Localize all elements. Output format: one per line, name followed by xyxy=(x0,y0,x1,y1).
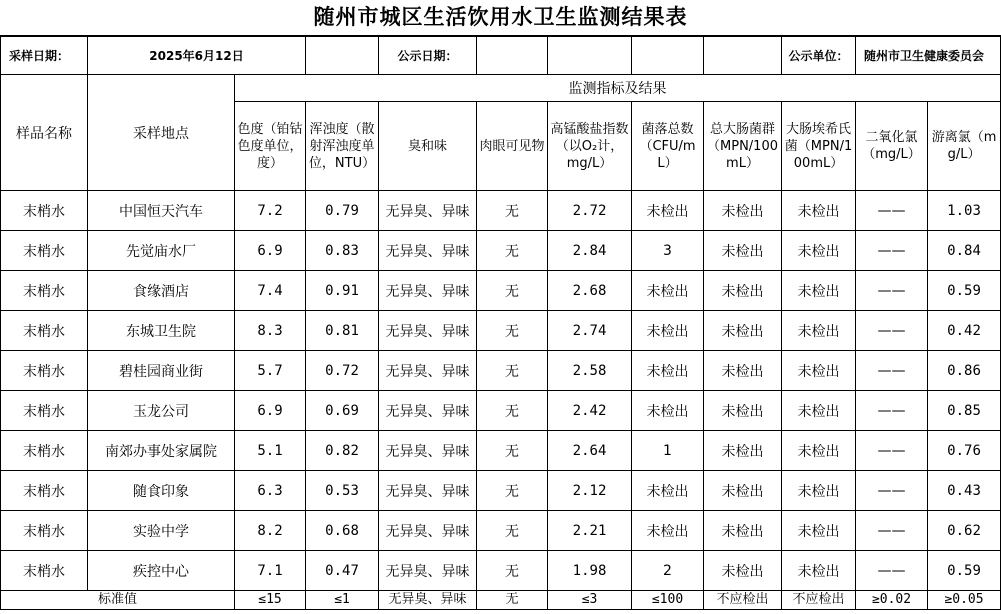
header-col-coliform: 总大肠菌群（MPN/100mL） xyxy=(704,102,782,191)
table-row xyxy=(1,431,1001,471)
cell-color: 7.1 xyxy=(235,551,306,591)
cell-location: 碧桂园商业街 xyxy=(88,351,235,391)
table-row xyxy=(1,231,1001,271)
cell-colony: 未检出 xyxy=(632,311,704,351)
standard-color: ≤15 xyxy=(235,591,306,610)
cell-visible: 无 xyxy=(477,191,548,231)
cell-colony: 未检出 xyxy=(632,471,704,511)
cell-color: 5.1 xyxy=(235,431,306,471)
cell-turbidity: 0.82 xyxy=(306,431,379,471)
header-indicator-group: 监测指标及结果 xyxy=(235,75,1001,102)
cell-clo2: —— xyxy=(856,271,928,311)
cell-color: 8.3 xyxy=(235,311,306,351)
cell-free-chlorine: 0.43 xyxy=(928,471,1001,511)
cell-turbidity: 0.47 xyxy=(306,551,379,591)
header-col-visible: 肉眼可见物 xyxy=(477,102,548,191)
cell-cod: 2.42 xyxy=(548,391,632,431)
standard-colony: ≤100 xyxy=(632,591,704,610)
standard-label: 标准值 xyxy=(1,591,235,610)
cell-odor: 无异臭、异味 xyxy=(379,351,477,391)
standard-visible: 无 xyxy=(477,591,548,610)
cell-location: 实验中学 xyxy=(88,511,235,551)
cell-coliform: 未检出 xyxy=(704,191,782,231)
cell-colony: 未检出 xyxy=(632,351,704,391)
cell-odor: 无异臭、异味 xyxy=(379,271,477,311)
cell-free-chlorine: 0.85 xyxy=(928,391,1001,431)
cell-colony: 1 xyxy=(632,431,704,471)
standard-coliform: 不应检出 xyxy=(704,591,782,610)
cell-ecoli: 未检出 xyxy=(782,271,856,311)
cell-odor: 无异臭、异味 xyxy=(379,431,477,471)
cell-colony: 未检出 xyxy=(632,191,704,231)
cell-sample-name: 末梢水 xyxy=(1,311,88,351)
publisher-label: 公示单位： xyxy=(782,37,856,75)
cell-ecoli: 未检出 xyxy=(782,191,856,231)
cell-location: 随食印象 xyxy=(88,471,235,511)
publish-date-label: 公示日期： xyxy=(379,37,477,75)
cell-color: 7.4 xyxy=(235,271,306,311)
cell-coliform: 未检出 xyxy=(704,511,782,551)
header-col-cod: 高锰酸盐指数（以O₂计，mg/L） xyxy=(548,102,632,191)
standard-clo2: ≥0.02 xyxy=(856,591,928,610)
standard-odor: 无异臭、异味 xyxy=(379,591,477,610)
cell-coliform: 未检出 xyxy=(704,391,782,431)
cell-colony: 3 xyxy=(632,231,704,271)
header-col-clo2: 二氧化氯（mg/L） xyxy=(856,102,928,191)
cell-sample-name: 末梢水 xyxy=(1,351,88,391)
cell-sample-name: 末梢水 xyxy=(1,391,88,431)
cell-color: 8.2 xyxy=(235,511,306,551)
cell-ecoli: 未检出 xyxy=(782,511,856,551)
sample-date-label: 采样日期： xyxy=(1,37,88,75)
info-blank xyxy=(548,37,632,75)
cell-location: 中国恒天汽车 xyxy=(88,191,235,231)
cell-free-chlorine: 0.76 xyxy=(928,431,1001,471)
cell-color: 5.7 xyxy=(235,351,306,391)
cell-location: 东城卫生院 xyxy=(88,311,235,351)
cell-visible: 无 xyxy=(477,391,548,431)
cell-location: 先觉庙水厂 xyxy=(88,231,235,271)
table-row xyxy=(1,471,1001,511)
standard-free-chlorine: ≥0.05 xyxy=(928,591,1001,610)
info-row xyxy=(1,37,1001,75)
table-row xyxy=(1,351,1001,391)
cell-sample-name: 末梢水 xyxy=(1,271,88,311)
cell-cod: 2.74 xyxy=(548,311,632,351)
cell-color: 6.3 xyxy=(235,471,306,511)
cell-coliform: 未检出 xyxy=(704,271,782,311)
cell-clo2: —— xyxy=(856,511,928,551)
cell-coliform: 未检出 xyxy=(704,311,782,351)
cell-clo2: —— xyxy=(856,391,928,431)
standard-cod: ≤3 xyxy=(548,591,632,610)
cell-turbidity: 0.53 xyxy=(306,471,379,511)
cell-clo2: —— xyxy=(856,351,928,391)
cell-odor: 无异臭、异味 xyxy=(379,391,477,431)
info-blank xyxy=(704,37,782,75)
table-row xyxy=(1,391,1001,431)
cell-cod: 2.58 xyxy=(548,351,632,391)
cell-ecoli: 未检出 xyxy=(782,351,856,391)
cell-sample-name: 末梢水 xyxy=(1,471,88,511)
cell-colony: 未检出 xyxy=(632,511,704,551)
info-blank xyxy=(632,37,704,75)
cell-odor: 无异臭、异味 xyxy=(379,511,477,551)
header-col-ecoli: 大肠埃希氏菌（MPN/100mL） xyxy=(782,102,856,191)
table-row xyxy=(1,311,1001,351)
cell-clo2: —— xyxy=(856,431,928,471)
cell-coliform: 未检出 xyxy=(704,471,782,511)
cell-ecoli: 未检出 xyxy=(782,231,856,271)
cell-coliform: 未检出 xyxy=(704,351,782,391)
cell-sample-name: 末梢水 xyxy=(1,431,88,471)
standard-ecoli: 不应检出 xyxy=(782,591,856,610)
cell-turbidity: 0.79 xyxy=(306,191,379,231)
table-row xyxy=(1,271,1001,311)
cell-ecoli: 未检出 xyxy=(782,391,856,431)
cell-location: 食缘酒店 xyxy=(88,271,235,311)
cell-visible: 无 xyxy=(477,351,548,391)
cell-visible: 无 xyxy=(477,511,548,551)
cell-color: 7.2 xyxy=(235,191,306,231)
results-table xyxy=(0,36,1001,610)
sample-date-value: 2025年6月12日 xyxy=(88,37,306,75)
cell-cod: 2.64 xyxy=(548,431,632,471)
header-sample-name: 样品名称 xyxy=(1,75,88,191)
cell-sample-name: 末梢水 xyxy=(1,511,88,551)
cell-free-chlorine: 0.42 xyxy=(928,311,1001,351)
cell-visible: 无 xyxy=(477,311,548,351)
cell-odor: 无异臭、异味 xyxy=(379,231,477,271)
cell-free-chlorine: 0.86 xyxy=(928,351,1001,391)
cell-clo2: —— xyxy=(856,311,928,351)
header-col-free-chlorine: 游离氯（mg/L） xyxy=(928,102,1001,191)
cell-cod: 2.12 xyxy=(548,471,632,511)
cell-ecoli: 未检出 xyxy=(782,471,856,511)
cell-sample-name: 末梢水 xyxy=(1,551,88,591)
cell-free-chlorine: 0.59 xyxy=(928,271,1001,311)
cell-clo2: —— xyxy=(856,551,928,591)
cell-location: 南郊办事处家属院 xyxy=(88,431,235,471)
cell-cod: 2.68 xyxy=(548,271,632,311)
cell-turbidity: 0.91 xyxy=(306,271,379,311)
cell-colony: 未检出 xyxy=(632,391,704,431)
cell-clo2: —— xyxy=(856,231,928,271)
cell-colony: 未检出 xyxy=(632,271,704,311)
data-rows xyxy=(1,191,1001,591)
cell-visible: 无 xyxy=(477,551,548,591)
cell-free-chlorine: 0.84 xyxy=(928,231,1001,271)
header-col-odor: 臭和味 xyxy=(379,102,477,191)
cell-odor: 无异臭、异味 xyxy=(379,311,477,351)
header-col-colony: 菌落总数（CFU/mL） xyxy=(632,102,704,191)
cell-odor: 无异臭、异味 xyxy=(379,191,477,231)
cell-free-chlorine: 1.03 xyxy=(928,191,1001,231)
standard-row xyxy=(1,591,1001,610)
cell-visible: 无 xyxy=(477,271,548,311)
cell-colony: 2 xyxy=(632,551,704,591)
cell-cod: 2.21 xyxy=(548,511,632,551)
cell-color: 6.9 xyxy=(235,391,306,431)
cell-clo2: —— xyxy=(856,191,928,231)
cell-turbidity: 0.68 xyxy=(306,511,379,551)
cell-clo2: —— xyxy=(856,471,928,511)
cell-turbidity: 0.72 xyxy=(306,351,379,391)
cell-odor: 无异臭、异味 xyxy=(379,471,477,511)
cell-sample-name: 末梢水 xyxy=(1,231,88,271)
cell-turbidity: 0.81 xyxy=(306,311,379,351)
cell-free-chlorine: 0.62 xyxy=(928,511,1001,551)
info-blank xyxy=(306,37,379,75)
cell-visible: 无 xyxy=(477,471,548,511)
table-row xyxy=(1,191,1001,231)
header-row-group xyxy=(1,75,1001,102)
cell-coliform: 未检出 xyxy=(704,231,782,271)
cell-turbidity: 0.83 xyxy=(306,231,379,271)
cell-visible: 无 xyxy=(477,231,548,271)
table-row xyxy=(1,551,1001,591)
report-title: 随州市城区生活饮用水卫生监测结果表 xyxy=(0,0,1001,36)
publish-date-value xyxy=(477,37,548,75)
cell-location: 疾控中心 xyxy=(88,551,235,591)
cell-ecoli: 未检出 xyxy=(782,311,856,351)
cell-color: 6.9 xyxy=(235,231,306,271)
cell-cod: 2.72 xyxy=(548,191,632,231)
cell-sample-name: 末梢水 xyxy=(1,191,88,231)
cell-cod: 2.84 xyxy=(548,231,632,271)
cell-visible: 无 xyxy=(477,431,548,471)
publisher-value: 随州市卫生健康委员会 xyxy=(856,37,1001,75)
header-location: 采样地点 xyxy=(88,75,235,191)
table-row xyxy=(1,511,1001,551)
cell-coliform: 未检出 xyxy=(704,431,782,471)
cell-coliform: 未检出 xyxy=(704,551,782,591)
cell-ecoli: 未检出 xyxy=(782,551,856,591)
cell-ecoli: 未检出 xyxy=(782,431,856,471)
header-col-color: 色度（铂钴色度单位，度） xyxy=(235,102,306,191)
cell-free-chlorine: 0.59 xyxy=(928,551,1001,591)
standard-turbidity: ≤1 xyxy=(306,591,379,610)
cell-cod: 1.98 xyxy=(548,551,632,591)
cell-turbidity: 0.69 xyxy=(306,391,379,431)
cell-location: 玉龙公司 xyxy=(88,391,235,431)
header-col-turbidity: 浑浊度（散射浑浊度单位，NTU） xyxy=(306,102,379,191)
cell-odor: 无异臭、异味 xyxy=(379,551,477,591)
